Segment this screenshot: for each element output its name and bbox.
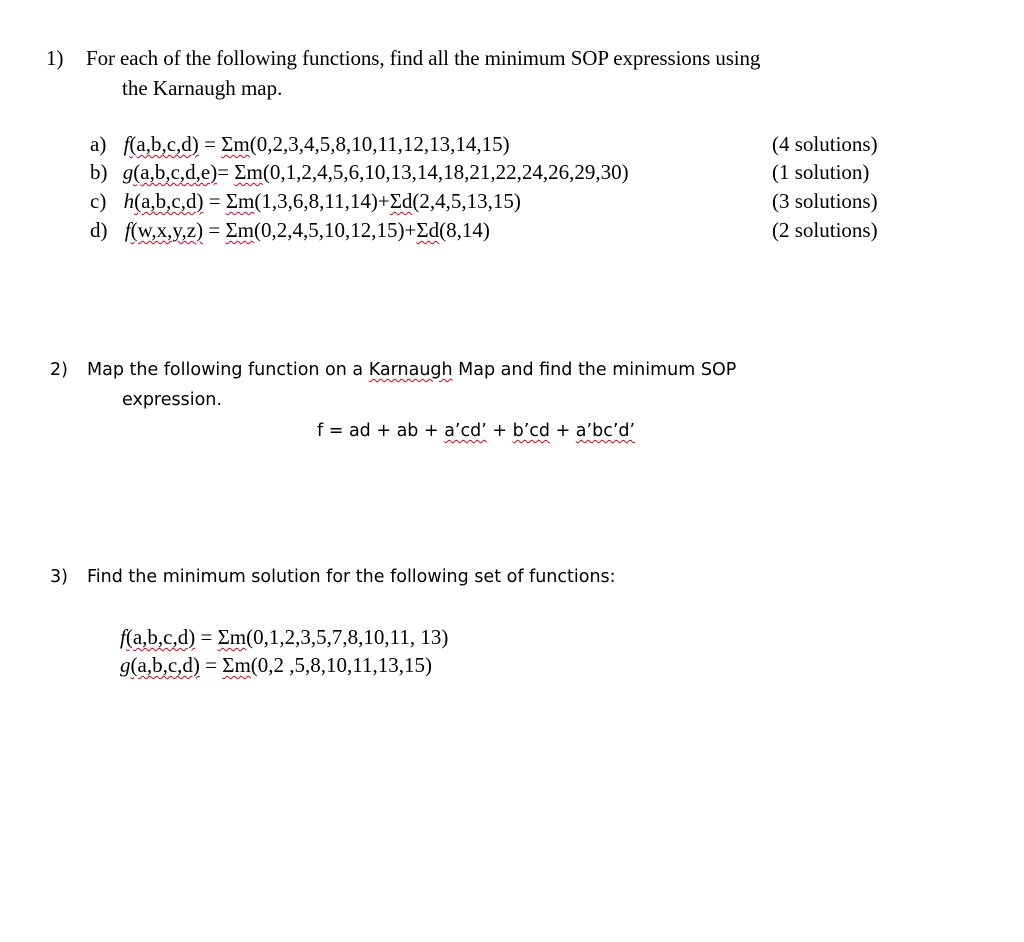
q1-item-label: b)	[90, 160, 108, 184]
q1-item-sigma: Σm	[225, 189, 255, 213]
q1-item-b-solutions: (1 solution)	[772, 160, 870, 184]
q1-item-terms: (0,1,2,4,5,6,10,13,14,18,21,22,24,26,29,30)	[262, 160, 629, 184]
q1-item-fn: f	[123, 132, 130, 156]
q3-function-f: f(a,b,c,d) = Σm(0,1,2,3,5,7,8,10,11, 13)	[120, 625, 449, 649]
q1-item-args: (w,x,y,z)	[130, 218, 204, 242]
q1-item-terms: (0,2,3,4,5,8,10,11,12,13,14,15)	[249, 132, 510, 156]
q3-text: Find the minimum solution for the following set of functions:	[87, 567, 616, 587]
q2-text-line2: expression.	[122, 390, 222, 410]
q1-item-a: a) f(a,b,c,d) = Σm(0,2,3,4,5,8,10,11,12,13,14,15)	[90, 132, 510, 156]
q1-item-fn: g	[122, 160, 134, 184]
q3-sigma: Σm	[222, 653, 251, 677]
q1-text-line1: For each of the following functions, find all the minimum SOP expressions using	[86, 46, 761, 70]
q1-item-dc-sigma: Σd	[416, 218, 440, 242]
q1-item-fn: f	[124, 218, 131, 242]
q1-item-d-solutions: (2 solutions)	[772, 218, 878, 242]
q1-item-dc-sigma: Σd	[389, 189, 413, 213]
q3-terms: (0,2 ,5,8,10,11,13,15)	[250, 653, 433, 677]
q3-number: 3)	[50, 567, 68, 587]
q3-fn: g	[120, 653, 131, 677]
q2-formula: f = ad + ab + a’cd’ + b’cd + a’bc’d’	[317, 421, 636, 441]
q1-number: 1)	[46, 46, 64, 70]
q1-item-dc-terms: (2,4,5,13,15)	[412, 189, 521, 213]
q3-args: (a,b,c,d)	[125, 625, 196, 649]
q3-args: (a,b,c,d)	[130, 653, 200, 677]
q2-term-3: a’bc’d’	[575, 421, 636, 441]
q1-item-label: a)	[90, 132, 107, 156]
q2-number: 2)	[50, 360, 68, 380]
q1-item-sigma: Σm	[221, 132, 250, 156]
q1-item-label: d)	[90, 218, 108, 242]
q1-item-d: d) f(w,x,y,z) = Σm(0,2,4,5,10,12,15)+Σd(8,14)	[90, 218, 490, 242]
q1-item-b: b) g(a,b,c,d,e)= Σm(0,1,2,4,5,6,10,13,14,18,21,22,24,26,29,30)	[90, 160, 629, 184]
q1-item-sigma: Σm	[225, 218, 254, 242]
q1-item-args: (a,b,c,d,e)	[133, 160, 218, 184]
q1-item-sigma: Σm	[234, 160, 263, 184]
q1-item-args: (a,b,c,d)	[129, 132, 199, 156]
q2-term-1: a’cd’	[444, 421, 487, 441]
q1-item-c: c) h(a,b,c,d) = Σm(1,3,6,8,11,14)+Σd(2,4,5,13,15)	[90, 189, 521, 213]
q1-item-dc-terms: (8,14)	[439, 218, 490, 242]
q1-item-args: (a,b,c,d)	[134, 189, 204, 213]
q1-item-terms: (1,3,6,8,11,14)+	[254, 189, 390, 213]
q2-term-2: b’cd	[512, 421, 550, 441]
q2-text-line1: Map the following function on a Karnaugh Map and find the minimum SOP	[87, 360, 737, 380]
q3-fn: f	[120, 625, 126, 649]
q3-sigma: Σm	[217, 625, 247, 649]
q1-item-label: c)	[90, 189, 107, 213]
q1-text-line2: the Karnaugh map.	[122, 76, 283, 100]
q1-item-a-solutions: (4 solutions)	[772, 132, 878, 156]
q1-item-fn: h	[123, 189, 135, 213]
q3-function-g: g(a,b,c,d) = Σm(0,2 ,5,8,10,11,13,15)	[120, 653, 433, 677]
q2-karnaugh-word: Karnaugh	[368, 360, 453, 380]
q1-item-c-solutions: (3 solutions)	[772, 189, 878, 213]
q3-terms: (0,1,2,3,5,7,8,10,11, 13)	[246, 625, 449, 649]
q1-item-terms: (0,2,4,5,10,12,15)+	[254, 218, 417, 242]
